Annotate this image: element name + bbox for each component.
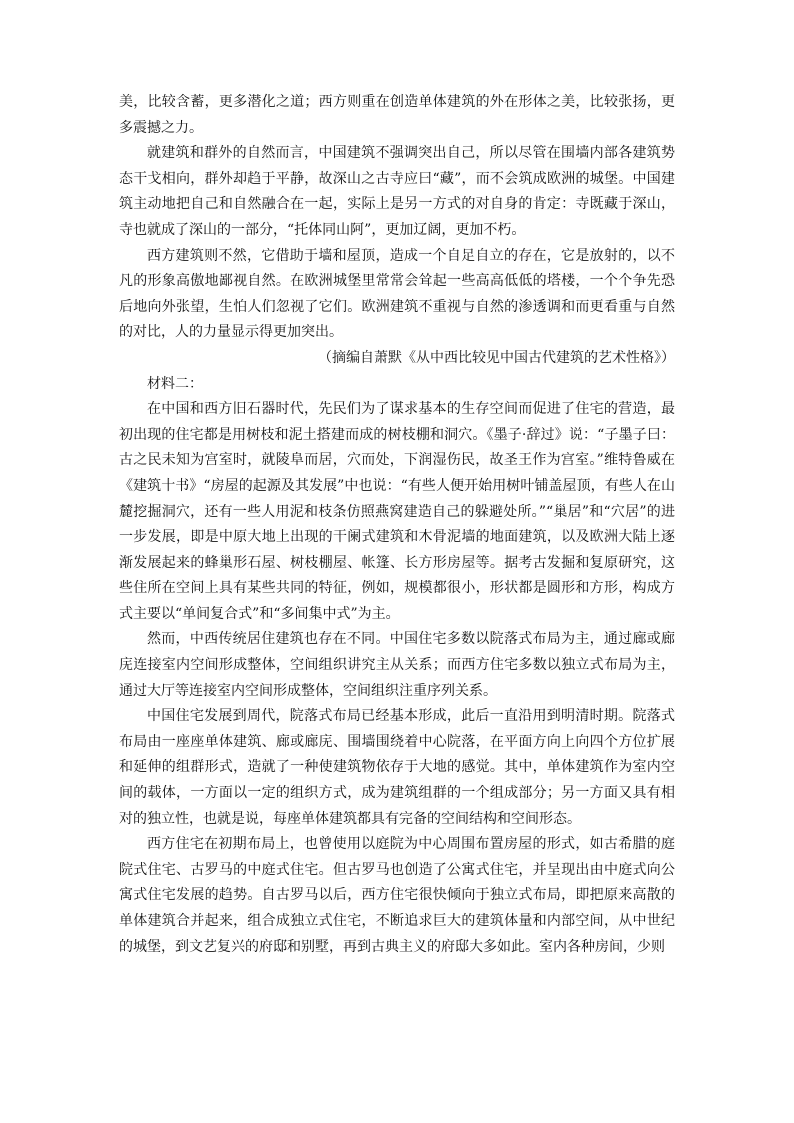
paragraph-7: 西方住宅在初期布局上，也曾使用以庭院为中心周围布置房屋的形式，如古希腊的庭院式住宅、古罗马的中庭式住宅。但古罗马也创造了公寓式住宅，并呈现出由中庭式向公寓式住宅发展的趋势。自古罗马以后，西方住宅很快倾向于独立式布局，即把原来高散的单体建筑合并起来，组合成独立式住宅，不断追求巨大的建筑体量和内部空间，从中世纪的城堡，到文艺复兴的府邸和别墅，再到古典主义的府邸大多如此。室内各种房间，少则 (119, 836, 675, 955)
paragraph-4: 在中国和西方旧石器时代，先民们为了谋求基本的生存空间而促进了住宅的营造，最初出现的住宅都是用树枝和泥土搭建而成的树枝棚和洞穴。《墨子·辞过》说：“子墨子曰：古之民未知为宫室时，就陵阜而居，穴而处，下润湿伤民，故圣王作为宫室。”维特鲁威在《建筑十书》“房屋的起源及其发展”中也说：“有些人便开始用树叶铺盖屋顶，有些人在山麓挖掘洞穴，还有一些人用泥和枝条仿照燕窝建造自己的躲避处所。”“巢居”和“穴居”的进一步发展，即是中原大地上出现的干阑式建筑和木骨泥墙的地面建筑，以及欧洲大陆上逐渐发展起来的蜂巢形石屋、树枝棚屋、帐篷、长方形房屋等。据考古发掘和复原研究，这些住所在空间上具有某些共同的特征，例如，规模都很小，形状都是圆形和方形，构成方式主要以“单间复合式”和“多间集中式”为主。 (119, 401, 675, 622)
paragraph-5: 然而，中西传统居住建筑也存在不同。中国住宅多数以院落式布局为主，通过廊或廊庑连接室内空间形成整体，空间组织讲究主从关系；而西方住宅多数以独立式布局为主，通过大厅等连接室内空间形成整体，空间组织注重序列关系。 (119, 631, 675, 699)
paragraph-3: 西方建筑则不然，它借助于墙和屋顶，造成一个自足自立的存在，它是放射的，以不凡的形象高傲地鄙视自然。在欧洲城堡里常常会耸起一些高高低低的塔楼，一个个争先恐后地向外张望，生怕人们忽视了它们。欧洲建筑不重视与自然的渗透调和而更看重与自然的对比，人的力量显示得更加突出。 (119, 247, 675, 341)
paragraph-6: 中国住宅发展到周代，院落式布局已经基本形成，此后一直沿用到明清时期。院落式布局由一座座单体建筑、廊或廊庑、围墙围绕着中心院落，在平面方向上向四个方位扩展和延伸的组群形式，造就了一种使建筑物依存于大地的感觉。其中，单体建筑作为室内空间的载体，一方面以一定的组织方式，成为建筑组群的一个组成部分；另一方面又具有相对的独立性，也就是说，每座单体建筑都具有完备的空间结构和空间形态。 (119, 708, 675, 827)
section-heading: 材料二： (147, 375, 203, 392)
document-page (119, 90, 675, 960)
paragraph-1: 美，比较含蓄，更多潜化之道；西方则重在创造单体建筑的外在形体之美，比较张扬，更多震撼之力。 (119, 94, 675, 136)
citation: （摘编自萧默《从中西比较见中国古代建筑的艺术性格》） (318, 349, 675, 366)
paragraph-2: 就建筑和群外的自然而言，中国建筑不强调突出自己，所以尽管在围墙内部各建筑势态干戈相向，群外却趋于平静，故深山之古寺应曰“藏”，而不会筑成欧洲的城堡。中国建筑主动地把自己和自然融合在一起，实际上是另一方式的对自身的肯定：寺既藏于深山，寺也就成了深山的一部分，“托体同山阿”，更加辽阔，更加不朽。 (119, 145, 675, 238)
